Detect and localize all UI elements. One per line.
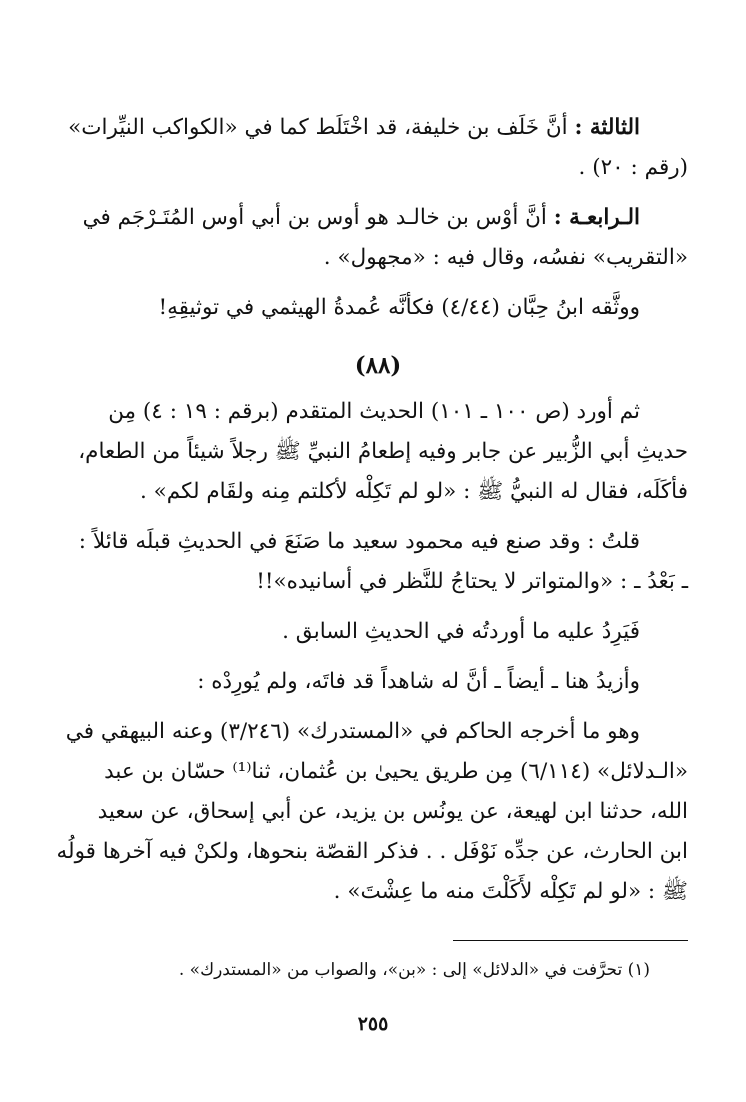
paragraph-third-point: [68, 108, 688, 188]
text-line: «الـدلائل» (٦/١١٤) مِن طريق يحيىٰ بن عُثمان، ثنا⁽¹⁾ حسّان بن عبد: [104, 759, 688, 784]
text-line: ووثَّقه ابنُ حِبَّان (٤/٤٤) فكأنَّه عُمدةُ الهيثمي في توثيقِهِ!: [158, 295, 640, 320]
footnote-divider: [453, 940, 688, 941]
text-line: ـ بَعْدُ ـ : «والمتواتر لا يحتاجُ للنَّظر في أسانيده»!!: [256, 569, 688, 594]
section-number: (٨٨): [354, 352, 402, 379]
text-line: ثم أورد (ص ١٠٠ ـ ١٠١) الحديث المتقدم (برقم : ١٩ : ٤) مِن: [108, 399, 640, 424]
text-line: (رقم : ٢٠) .: [578, 155, 688, 180]
text-line: ﷺ : «لو لم تَكِلْه لأَكَلْتَ منه ما عِشْتَ» .: [333, 879, 688, 904]
paragraph-addition: [68, 662, 688, 702]
text-line: [68, 198, 688, 238]
main-text: [56, 108, 688, 912]
text-line: وهو ما أخرجه الحاكم في «المستدرك» (٣/٢٤٦) وعنه البيهقي في: [65, 719, 640, 744]
paragraph-hadith-reference: [68, 392, 688, 512]
text-line: وأزيدُ هنا ـ أيضاً ـ أنَّ له شاهداً قد فاتَه، ولم يُورِدْه :: [197, 669, 640, 694]
footnote: (١) تحرَّفت في «الدلائل» إلى : «بن»، والصواب من «المستدرك» .: [178, 960, 650, 980]
text-line: فأكَلَه، فقال له النبيُّ ﷺ : «لو لم تَكِلْه لأكلتم مِنه ولقَام لكم» .: [139, 479, 688, 504]
text-line: [68, 108, 688, 148]
page-number: ٢٥٥: [357, 1013, 389, 1035]
text-line: حديثِ أبي الزُّبير عن جابر وفيه إطعامُ النبيِّ ﷺ رجلاً شيئاً من الطعام،: [78, 439, 688, 464]
text-line: فَيَرِدُ عليه ما أوردتُه في الحديثِ السابق .: [282, 619, 640, 644]
text-line: ابن الحارث، عن جدِّه نَوْفَل . . فذكر القصّة بنحوها، ولكنْ فيه آخرها قولُه: [56, 839, 688, 864]
point-label: الثالثة :: [574, 115, 640, 140]
text-line: «التقريب» نفسُه، وقال فيه : «مجهول» .: [323, 245, 688, 270]
paragraph-ibn-hibban: [68, 288, 688, 328]
point-label: الـرابعـة :: [553, 205, 640, 230]
line-text: أنَّ أوْس بن خالـد هو أوس بن أبي أوس المُتَـرْجَم في: [82, 205, 547, 230]
paragraph-reply: [68, 612, 688, 652]
paragraph-author-comment: [68, 522, 688, 602]
text-line: الله، حدثنا ابن لهيعة، عن يونُس بن يزيد، عن أبي إسحاق، عن سعيد: [97, 799, 688, 824]
text-line: قلتُ : وقد صنع فيه محمود سعيد ما صَنَعَ في الحديثِ قبلَه قائلاً :: [78, 529, 640, 554]
paragraph-takhrij: [56, 712, 688, 912]
line-text: أنَّ خَلَف بن خليفة، قد اخْتَلَط كما في «الكواكب النيِّرات»: [68, 115, 568, 140]
paragraph-fourth-point: [68, 198, 688, 278]
